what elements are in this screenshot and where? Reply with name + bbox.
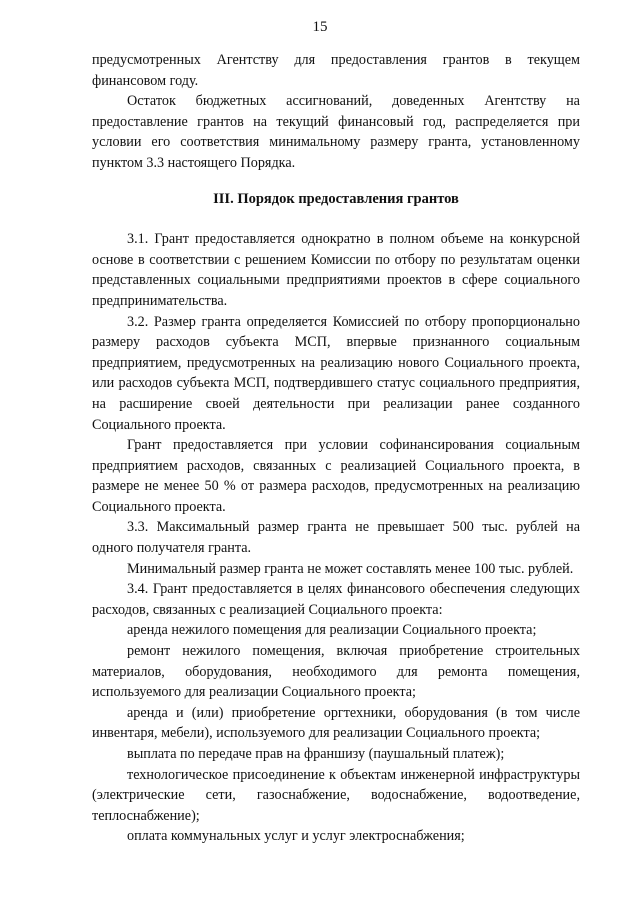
paragraph-cofinancing: Грант предоставляется при условии софинансирования социальным предприятием расходов, связанных с реализацией Социального проекта, в размере не менее 50 % от размера расходов, предусмотренных на реализацию Социального проекта. bbox=[92, 437, 580, 515]
paragraph-top-1: Остаток бюджетных ассигнований, доведенных Агентству на предоставление грантов на текущий финансовый год, распределяется при условии его соответствия минимальному размеру гранта, установленному пунктом 3.3 настоящего Порядка. bbox=[92, 93, 580, 171]
paragraph-3-3: 3.3. Максимальный размер гранта не превышает 500 тыс. рублей на одного получателя гранта. bbox=[92, 519, 580, 557]
paragraph-top-0: предусмотренных Агентству для предоставления грантов в текущем финансовом году. bbox=[92, 52, 580, 89]
paragraph-3-2: 3.2. Размер гранта определяется Комиссией по отбору пропорционально размеру расходов субъекта МСП, впервые признанного социальным предприятием, предусмотренных на реализацию нового Социального проекта, или расходов субъекта МСП, подтвердившего статус социального предприятия, на расширение своей деятельности при реализации ранее созданного Социального проекта. bbox=[92, 313, 580, 433]
list-item: аренда нежилого помещения для реализации Социального проекта; bbox=[127, 622, 537, 639]
document-body bbox=[92, 50, 580, 847]
list-item: технологическое присоединение к объектам инженерной инфраструктуры (электрические сети, газоснабжение, водоснабжение, водоотведение, теплоснабжение); bbox=[92, 766, 580, 824]
paragraph-3-4: 3.4. Грант предоставляется в целях финансового обеспечения следующих расходов, связанных с реализацией Социального проекта: bbox=[92, 581, 580, 618]
list-item: оплата коммунальных услуг и услуг электроснабжения; bbox=[127, 828, 465, 845]
list-item: аренда и (или) приобретение оргтехники, оборудования (в том числе инвентаря, мебели), используемого для реализации Социального проекта; bbox=[92, 704, 580, 742]
list-item: выплата по передаче прав на франшизу (паушальный платеж); bbox=[127, 746, 505, 762]
paragraph-minimum: Минимальный размер гранта не может составлять менее 100 тыс. рублей. bbox=[127, 560, 574, 577]
page-number: 15 bbox=[312, 19, 328, 35]
paragraph-3-1: 3.1. Грант предоставляется однократно в полном объеме на конкурсной основе в соответствии с решением Комиссии по отбору по результатам оценки представленных социальными предприятиями проектов в сфере социального предпринимательства. bbox=[92, 231, 580, 309]
list-item: ремонт нежилого помещения, включая приобретение строительных материалов, оборудования, необходимого для ремонта помещения, используемого для реализации Социального проекта; bbox=[92, 643, 580, 701]
section-heading: III. Порядок предоставления грантов bbox=[213, 190, 459, 207]
